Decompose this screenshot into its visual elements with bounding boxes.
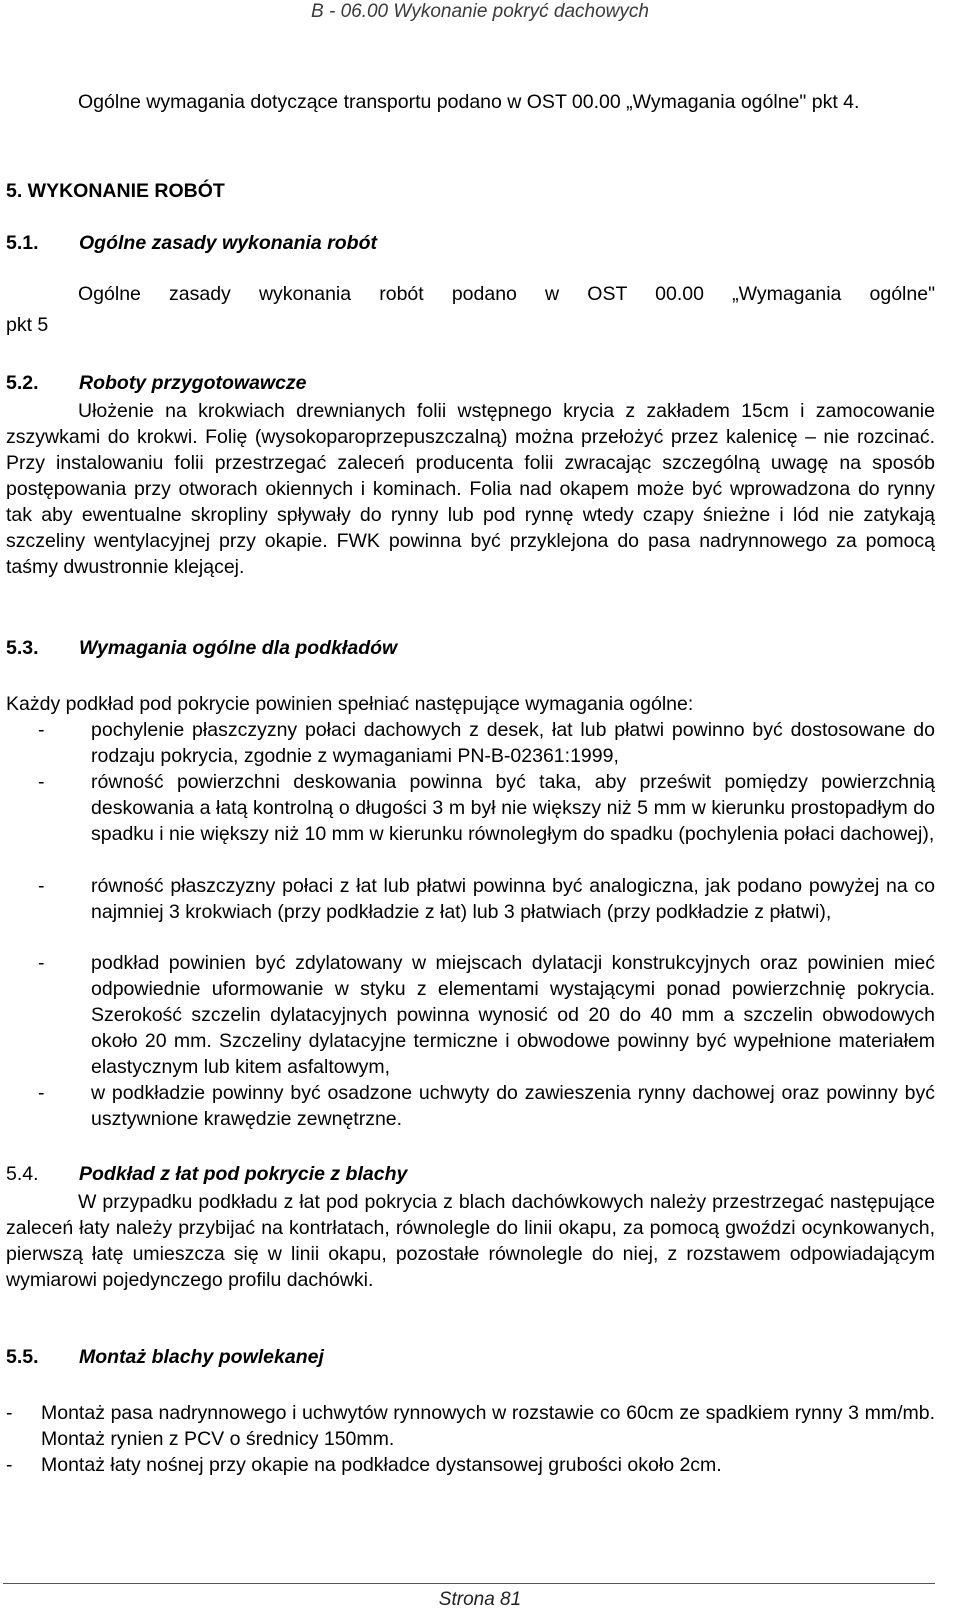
list-item [6,1080,935,1132]
section-heading-5: 5. WYKONANIE ROBÓT [6,180,225,202]
section-title-5-3: Wymagania ogólne dla podkładów [79,637,398,659]
list-item-text: Montaż łaty nośnej przy okapie na podkładce dystansowej grubości około 2cm. [41,1454,722,1476]
transport-paragraph: Ogólne wymagania dotyczące transportu podano w OST 00.00 „Wymagania ogólne" pkt 4. [78,91,860,113]
section-5-3-intro: Każdy podkład pod pokrycie powinien spełniać następujące wymagania ogólne: [6,693,694,715]
list-item [6,873,935,925]
running-header: B - 06.00 Wykonanie pokryć dachowych [311,1,649,22]
section-number-5-4: 5.4. [6,1163,39,1185]
list-item-text: pochylenie płaszczyzny połaci dachowych z desek, łat lub płatwi powinno być dostosowane do rodzaju pokrycia, zgodnie z wymaganiami PN-B-02361:1999, [91,719,935,767]
list-item [6,1452,935,1478]
section-title-5-2: Roboty przygotowawcze [79,372,307,394]
list-item-text: podkład powinien być zdylatowany w miejscach dylatacji konstrukcyjnych oraz powinien mieć odpowiednie uformowanie w styku z elementami wystającymi ponad powierzchnię pokrycia. Szerokość szczelin dylatacyjnych powinna wynosić od 20 do 40 mm a szczelin obwodowych około 20 mm. Szczeliny dylatacyjne termiczne i obwodowe powinny być wypełnione materiałem elastycznym lub kitem asfaltowym, [91,952,935,1078]
section-number-5-2: 5.2. [6,372,39,394]
list-dash: - [38,952,45,974]
section-number-5-3: 5.3. [6,637,39,659]
section-title-5-1: Ogólne zasady wykonania robót [79,232,377,254]
footer-divider [3,1583,935,1584]
section-title-5-4: Podkład z łat pod pokrycie z blachy [79,1163,408,1185]
section-5-1-text-end: pkt 5 [6,314,49,336]
section-title-5-5: Montaż blachy powlekanej [79,1346,324,1368]
list-dash: - [38,771,45,793]
list-item [6,950,935,1080]
list-item-text: w podkładzie powinny być osadzone uchwyty do zawieszenia rynny dachowej oraz powinny być usztywnione krawędzie zewnętrzne. [91,1082,935,1130]
list-item-text: Montaż pasa nadrynnowego i uchwytów rynnowych w rozstawie co 60cm ze spadkiem rynny 3 mm/mb. Montaż rynien z PCV o średnicy 150mm. [41,1402,935,1450]
list-item-text: równość powierzchni deskowania powinna być taka, aby prześwit pomiędzy powierzchnią deskowania a łatą kontrolną o długości 3 m był nie większy niż 5 mm w kierunku prostopadłym do spadku i nie większy niż 10 mm w kierunku równoległym do spadku (pochylenia połaci dachowej), [91,771,935,845]
list-dash: - [38,1082,45,1104]
section-5-4-text: W przypadku podkładu z łat pod pokrycia z blach dachówkowych należy przestrzegać następujące zaleceń łaty należy przybijać na kontrłatach, równolegle do linii okapu, za pomocą gwoździ ocynkowanych, pierwszą łatę umieszcza się w linii okapu, pozostałe równolegle do niej, z rozstawem odpowiadającym wymiarowi pojedynczego profilu dachówki. [6,1191,935,1291]
section-5-2-text: Ułożenie na krokwiach drewnianych folii wstępnego krycia z zakładem 15cm i zamocowanie zszywkami do krokwi. Folię (wysokoparoprzepuszczalną) można przełożyć przez kalenicę – nie rozcinać. Przy instalowaniu folii przestrzegać zaleceń producenta folii zwracając szczególną uwagę na sposób postępowania przy otworach okiennych i kominach. Folia nad okapem może być wprowadzona do rynny tak aby ewentualne skropliny spływały do rynny lub pod rynnę wtedy czapy śnieżne i lód nie zatykają szczeliny wentylacyjnej przy okapie. FWK powinna być przyklejona do pasa nadrynnowego za pomocą taśmy dwustronnie klejącej. [6,400,935,578]
list-item [6,717,935,769]
list-item [6,769,935,847]
section-number-5-5: 5.5. [6,1346,39,1368]
page-number: Strona 81 [438,1589,522,1610]
list-dash: - [38,875,45,897]
list-item [6,1400,935,1452]
section-5-1-text: Ogólne zasady wykonania robót podano w OST 00.00 „Wymagania ogólne" [78,283,935,305]
section-number-5-1: 5.1. [6,232,39,254]
list-dash: - [6,1402,13,1424]
list-item-text: równość płaszczyzny połaci z łat lub płatwi powinna być analogiczna, jak podano powyżej na co najmniej 3 krokwiach (przy podkładzie z łat) lub 3 płatwiach (przy podkładzie z płatwi), [91,875,935,923]
list-dash: - [38,719,45,741]
list-dash: - [6,1454,13,1476]
